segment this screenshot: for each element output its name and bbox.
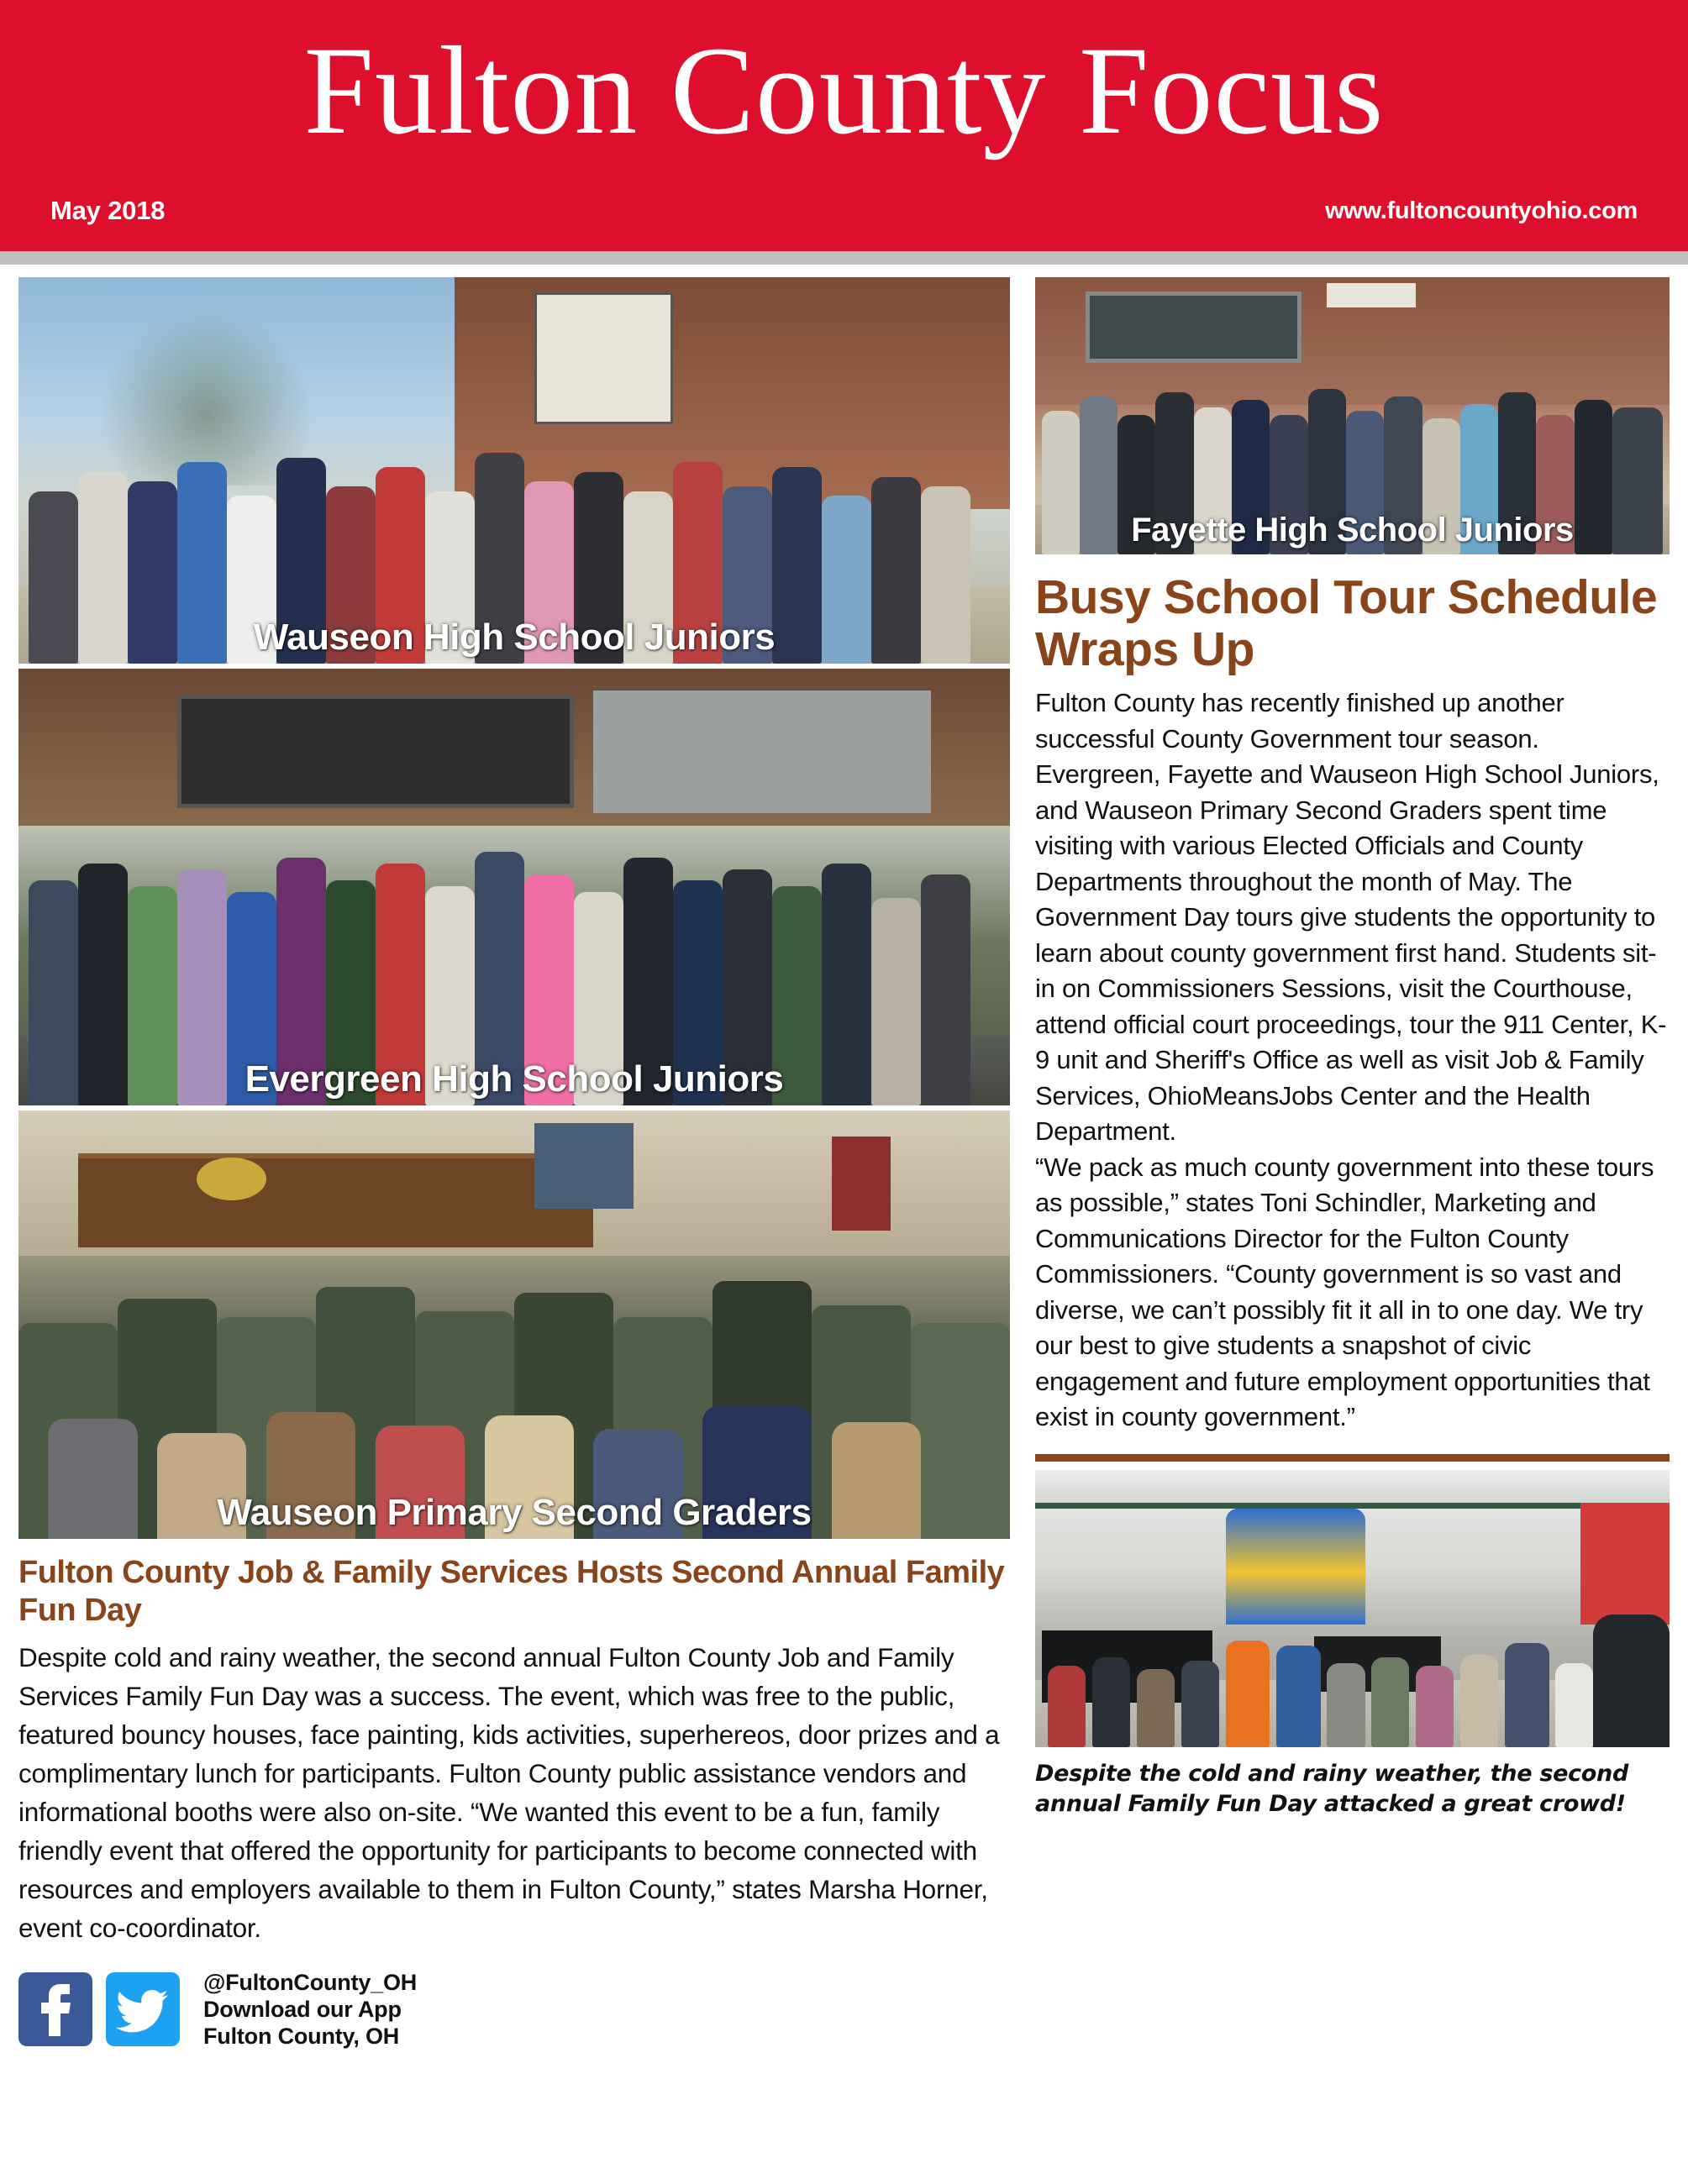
courtroom-window: [534, 1123, 634, 1209]
window: [177, 695, 574, 808]
photo-evergreen-high-school: [18, 669, 1010, 1105]
masthead-banner: [0, 0, 1688, 251]
judges-bench: [78, 1153, 594, 1247]
social-county-line: Fulton County, OH: [203, 2024, 400, 2049]
publication-title: Fulton County Focus: [303, 21, 1385, 160]
social-app-line: Download our App: [203, 1997, 402, 2022]
photo-credit-family-fun-day: Despite the cold and rainy weather, the second annual Family Fun Day attacked a great crowd!: [1035, 1760, 1628, 1817]
photo-caption-wauseon-high: Wauseon High School Juniors: [253, 617, 776, 658]
sheriffs-office-sign: [1327, 283, 1416, 308]
photo-wauseon-high-school: [18, 277, 1010, 664]
body-school-tour-p1: Fulton County has recently finished up another successful County Government tour season. Evergreen, Fayette and Wauseon High School Juniors, and Wauseon Primary Second Graders spent time visiting with various Elected Officials and County Departments throughout the month of May. The Government Day tours give students the opportunity to learn about county government first hand. Students sit-in on Commissioners Sessions, visit the Courthouse, attend official court proceedings, tour the 911 Center, K-9 unit and Sheriff's Office as well as visit Job & Family Services, OhioMeansJobs Center and the Health Department.: [1035, 688, 1667, 1146]
attendee-crowd: [1035, 1603, 1670, 1747]
photo-family-fun-day: [1035, 1470, 1670, 1747]
photo-fayette-high-school: [1035, 277, 1670, 554]
twitter-icon[interactable]: [106, 1972, 180, 2046]
social-footer: [18, 1969, 1010, 2050]
flag: [832, 1137, 891, 1231]
social-text-block: [203, 1969, 417, 2050]
courthouse-sign: [534, 292, 673, 423]
issue-date: May 2018: [50, 196, 166, 225]
masthead-divider: [0, 251, 1688, 265]
county-seal: [197, 1158, 266, 1200]
body-school-tour-p2: “We pack as much county government into these tours as possible,” states Toni Schindler, Marketing and Communications Director for the Fulton County Commissioners. “County government is so vast and diverse, we can’t possibly fit it all in to one day. We try our best to give students a snapshot of civic engagement and future employment opportunities that exist in county government.”: [1035, 1152, 1654, 1431]
website-url[interactable]: www.fultoncountyohio.com: [1325, 197, 1638, 224]
photo-caption-wauseon-primary: Wauseon Primary Second Graders: [217, 1492, 812, 1533]
photo-caption-evergreen-high: Evergreen High School Juniors: [245, 1058, 784, 1100]
garage-door: [593, 690, 930, 813]
headline-family-fun-day: Fulton County Job & Family Services Hosts Second Annual Family Fun Day: [18, 1555, 1005, 1628]
window: [1086, 291, 1301, 364]
photo-wauseon-primary: [18, 1110, 1010, 1539]
headline-school-tour: Busy School Tour Schedule Wraps Up: [1035, 570, 1658, 676]
pavilion-roof: [1035, 1470, 1670, 1509]
photo-caption-fayette-high: Fayette High School Juniors: [1131, 512, 1574, 549]
facebook-icon[interactable]: [18, 1972, 92, 2046]
section-divider: [1035, 1454, 1670, 1462]
social-handle: @FultonCounty_OH: [203, 1970, 418, 1995]
left-column: [18, 277, 1010, 2050]
body-family-fun-day-p1: Despite cold and rainy weather, the second annual Fulton County Job and Family Services Family Fun Day was a success. The event, which was free to the public, featured bouncy houses, face painting, kids activities, superhereos, door prizes and a complimentary lunch for participants. Fulton County public assistance vendors and informational booths were also on-site. “We wanted this event to be a fun, family friendly event that offered the opportunity for participants to become connected with resources and employers available to them in Fulton County,” states Marsha Horner, event co-coordinator.: [18, 1642, 1000, 1943]
right-column: [1035, 277, 1670, 1819]
